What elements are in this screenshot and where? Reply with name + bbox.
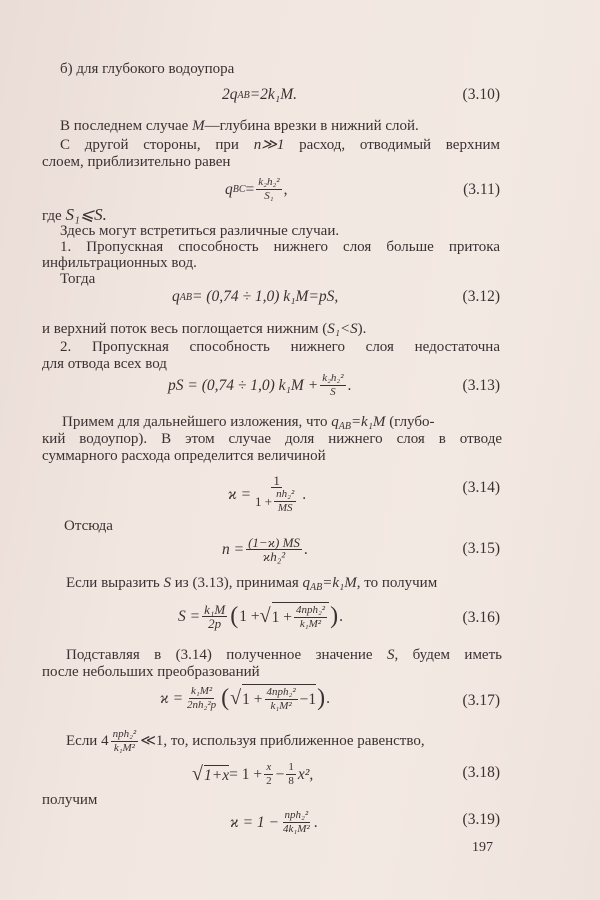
text-fragment: 1 + <box>242 690 263 708</box>
text-fragment: Подставляя в (3.14) полученное значение <box>66 647 387 663</box>
equation-number: (3.12) <box>462 288 500 305</box>
text-fragment: 4nph₂² <box>295 604 326 616</box>
text-fragment: = <box>245 180 255 198</box>
fraction <box>185 685 218 712</box>
text-line: после небольших преобразований <box>42 664 260 680</box>
text-line: слоем, приблизительно равен <box>42 154 231 170</box>
text-fragment: MS <box>277 502 293 514</box>
text-fragment: 1 + <box>271 608 292 626</box>
eq-sub: AB <box>237 89 250 101</box>
text-fragment: ( <box>230 603 239 629</box>
text-line: кий водоупор). В этом случае доля нижнего слоя в отводе <box>42 431 502 447</box>
equation-3-15 <box>222 536 308 563</box>
text-fragment: ) <box>317 685 326 711</box>
square-root-icon: √ <box>259 605 271 627</box>
text-line: Тогда <box>60 271 96 287</box>
text-fragment: k₂h₂² <box>322 372 344 384</box>
fraction <box>202 603 227 630</box>
text-fragment: (глубо- <box>385 414 435 430</box>
text-fragment: —глубина врезки в нижний слой. <box>204 118 419 134</box>
text-fragment: n≫1 <box>253 137 285 153</box>
text-line: 2. Пропускная способность нижнего слоя недостаточна <box>60 339 500 355</box>
text-line: б) для глубокого водоупора <box>60 61 235 77</box>
text-line <box>42 321 366 338</box>
text-fragment: ( <box>221 685 230 711</box>
eq-part: =2k₁M. <box>249 86 297 103</box>
text-fragment: S₁⩽S. <box>65 205 107 224</box>
equation-number: (3.19) <box>462 811 500 828</box>
text-fragment: . <box>347 376 352 394</box>
equation-3-18 <box>192 761 313 788</box>
text-fragment: 2 <box>266 775 272 787</box>
text-line: инфильтрационных вод. <box>42 255 197 271</box>
page-number: 197 <box>472 840 493 855</box>
fraction <box>253 474 300 515</box>
equation-3-11 <box>225 176 288 203</box>
text-fragment: и верхний поток весь поглощается нижним ( <box>42 321 328 337</box>
text-fragment: =k₁M <box>350 414 386 430</box>
text-line <box>66 728 425 755</box>
text-fragment: n = <box>222 540 245 558</box>
equation-number: (3.14) <box>462 479 500 496</box>
equation-number: (3.11) <box>463 181 500 198</box>
eq-part: 2q <box>222 86 238 103</box>
text-fragment: pS = (0,74 ÷ 1,0) k₁M + <box>168 376 319 394</box>
text-fragment: , <box>283 180 288 198</box>
fraction <box>320 372 345 399</box>
text-fragment: 4k₁M² <box>283 823 310 835</box>
text-line <box>66 647 502 664</box>
text-fragment: k₁M <box>204 602 226 617</box>
text-fragment: . <box>326 689 331 707</box>
text-fragment: ). <box>357 321 367 337</box>
text-fragment: . <box>302 485 307 503</box>
text-fragment: q <box>302 575 310 591</box>
text-fragment: −1 <box>299 690 317 708</box>
equation-3-14 <box>228 474 306 515</box>
equation-number: (3.15) <box>462 540 500 557</box>
equation-number: (3.17) <box>462 692 500 709</box>
equation-number: (3.18) <box>462 764 500 781</box>
text-fragment: nph₂² <box>284 809 309 821</box>
text-fragment: nh₂² <box>276 488 295 500</box>
fraction <box>246 536 302 563</box>
square-root-icon: √ <box>192 763 203 785</box>
text-fragment: Если 4 <box>66 733 109 749</box>
fraction <box>256 176 281 203</box>
text-fragment: С другой стороны, при <box>60 137 254 153</box>
text-fragment: S₁<S <box>327 321 358 337</box>
text-fragment: AB <box>310 582 323 593</box>
equation-3-10 <box>222 86 297 104</box>
text-fragment: k₁M² <box>191 685 213 697</box>
square-root-icon: √ <box>230 687 242 709</box>
text-line: Здесь могут встретиться различные случаи. <box>60 223 340 239</box>
fraction <box>286 761 296 788</box>
text-fragment: 1 <box>273 473 280 488</box>
text-fragment: q <box>225 180 233 198</box>
text-fragment: , то получим <box>356 575 438 591</box>
text-fragment: ) <box>330 603 339 629</box>
text-fragment: AB <box>338 421 351 432</box>
equation-number: (3.16) <box>462 609 500 626</box>
text-fragment: . <box>313 813 318 831</box>
text-fragment: k₂h₂² <box>258 176 280 188</box>
text-fragment: k₁M² <box>270 700 292 712</box>
text-fragment: = 1 + <box>229 765 263 783</box>
text-fragment: ϰ = 1 − <box>230 813 280 831</box>
text-fragment: S <box>163 575 171 591</box>
fraction <box>264 761 274 788</box>
text-fragment: 2nh₂²p <box>187 699 217 711</box>
text-fragment: 1+x <box>203 766 230 784</box>
text-fragment: 1 <box>288 761 294 773</box>
text-fragment: q <box>172 288 180 305</box>
fraction <box>281 809 312 836</box>
text-fragment: nph₂² <box>112 728 137 740</box>
text-fragment: S <box>386 647 395 663</box>
text-line: для отвода всех вод <box>42 356 167 372</box>
text-fragment: . <box>303 540 308 558</box>
text-fragment: − <box>275 765 285 783</box>
equation-number: (3.13) <box>462 377 500 394</box>
equation-3-12 <box>172 288 338 306</box>
text-fragment: 2p <box>208 616 222 631</box>
text-fragment: x <box>266 761 272 773</box>
text-fragment: S₁ <box>264 190 274 202</box>
text-fragment: S <box>330 386 336 398</box>
text-fragment: k₁M² <box>299 618 322 630</box>
text-fragment: Примем для дальнейшего изложения, что <box>62 414 332 430</box>
equation-3-19 <box>230 809 318 836</box>
equation-3-16 <box>178 602 343 631</box>
text-fragment: где <box>42 208 66 224</box>
text-line: Отсюда <box>64 518 113 534</box>
text-line <box>66 575 437 596</box>
text-line <box>60 137 500 154</box>
equation-number: (3.10) <box>462 86 500 103</box>
text-fragment: Если выразить <box>66 575 164 591</box>
equation-3-13 <box>168 372 351 399</box>
text-fragment: k₁M² <box>113 742 135 754</box>
text-fragment: =k₁M <box>322 575 357 591</box>
text-line <box>60 118 419 135</box>
text-fragment: x², <box>297 765 314 783</box>
text-fragment: q <box>331 414 339 430</box>
text-line: суммарного расхода определится величиной <box>42 448 326 464</box>
text-fragment: 8 <box>288 775 294 787</box>
text-line: получим <box>42 792 98 808</box>
text-fragment: 4nph₂² <box>266 686 296 698</box>
text-line: 1. Пропускная способность нижнего слоя больше притока <box>60 239 500 255</box>
text-fragment: = (0,74 ÷ 1,0) k₁M=pS, <box>191 288 339 305</box>
text-fragment: 1 + <box>255 494 273 509</box>
text-fragment: , будем иметь <box>394 647 502 663</box>
text-fragment: ϰ = <box>228 485 252 503</box>
text-fragment: из (3.13), принимая <box>171 575 303 591</box>
text-fragment: ϰ = <box>160 689 184 707</box>
text-fragment: AB <box>179 291 192 303</box>
text-fragment: S = <box>178 607 201 625</box>
text-fragment: расход, отводимый верхним <box>284 137 501 153</box>
text-fragment: . <box>339 607 343 625</box>
text-fragment: 1 + <box>239 607 260 625</box>
text-fragment: В последнем случае <box>60 118 193 134</box>
text-fragment: ≪1, то, используя приближенное равенство, <box>140 733 425 749</box>
equation-3-17 <box>160 684 330 713</box>
text-fragment: BC <box>232 184 246 195</box>
text-fragment: ϰh₂² <box>262 549 286 564</box>
text-fragment: (1−ϰ) MS <box>248 535 300 550</box>
text-fragment: M <box>192 118 205 134</box>
